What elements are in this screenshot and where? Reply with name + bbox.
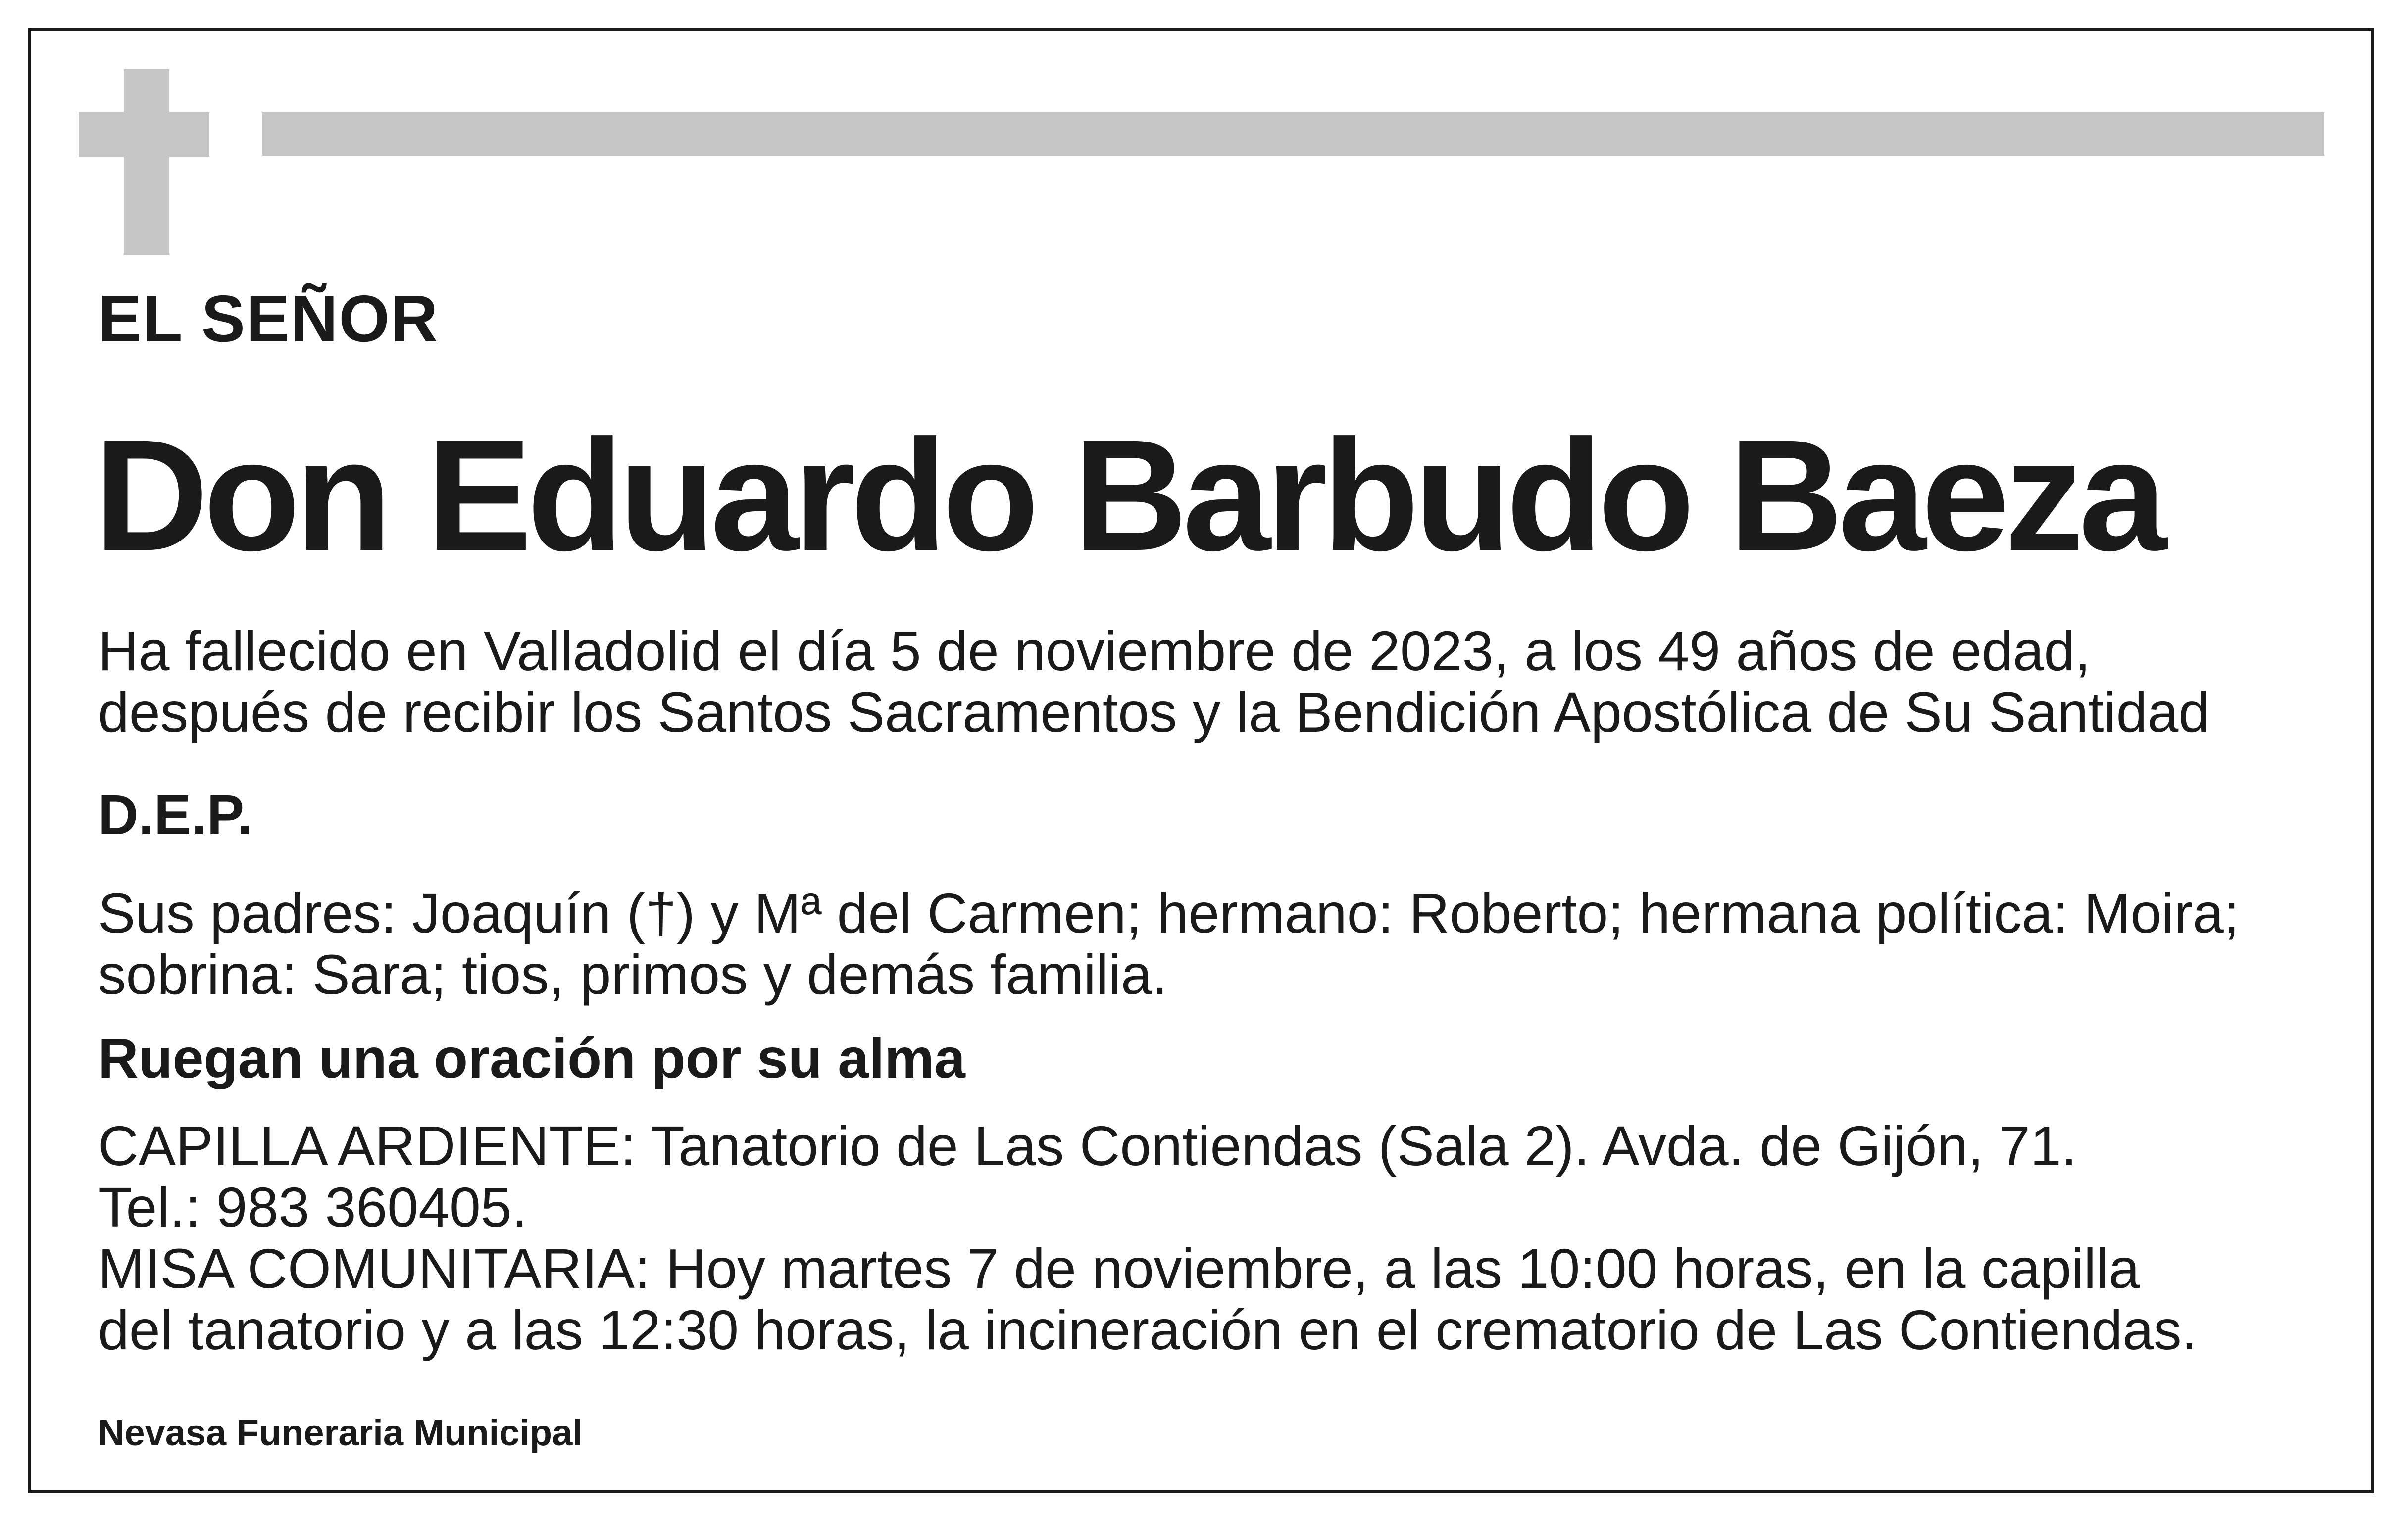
cross-vertical-bar bbox=[124, 69, 169, 255]
cross-horizontal-bar bbox=[79, 112, 209, 157]
death-line: Ha fallecido en Valladolid el día 5 de noviembre de 2023, a los 49 años de edad, bbox=[98, 620, 2091, 682]
dep-label: D.E.P. bbox=[98, 784, 252, 846]
prayer-request: Ruegan una oración por su alma bbox=[98, 1027, 965, 1089]
service-line: Tel.: 983 360405. bbox=[98, 1176, 528, 1238]
service-details bbox=[98, 1115, 2197, 1361]
header-rule bbox=[262, 112, 2324, 156]
family-list bbox=[98, 883, 2239, 1005]
deceased-name: Don Eduardo Barbudo Baeza bbox=[94, 406, 2162, 584]
death-announcement bbox=[98, 620, 2209, 743]
service-line: MISA COMUNITARIA: Hoy martes 7 de noviembre, a las 10:00 horas, en la capilla bbox=[98, 1237, 2140, 1300]
family-line: Sus padres: Joaquín (†) y Mª del Carmen; hermano: Roberto; hermana política: Moira; bbox=[98, 882, 2240, 944]
death-line: después de recibir los Santos Sacramentos y la Bendición Apostólica de Su Santidad bbox=[98, 681, 2210, 743]
honorific: EL SEÑOR bbox=[98, 282, 439, 355]
service-line: CAPILLA ARDIENTE: Tanatorio de Las Contiendas (Sala 2). Avda. de Gijón, 71. bbox=[98, 1115, 2077, 1177]
funeral-home-credit: Nevasa Funeraria Municipal bbox=[98, 1412, 583, 1453]
family-line: sobrina: Sara; tios, primos y demás familia. bbox=[98, 943, 1168, 1006]
service-line: del tanatorio y a las 12:30 horas, la incineración en el crematorio de Las Contiendas. bbox=[98, 1299, 2198, 1361]
